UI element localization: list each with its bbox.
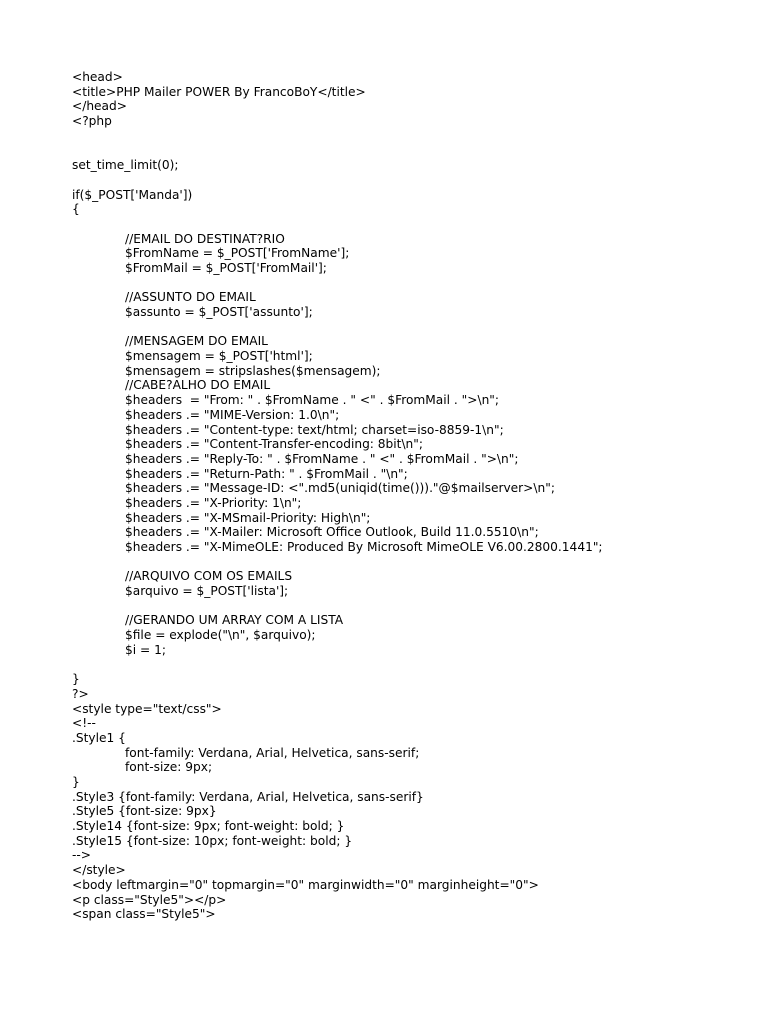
code-line: $arquivo = $_POST['lista'];: [125, 584, 289, 599]
code-line: {: [72, 202, 80, 217]
code-line: <span class="Style5">: [72, 907, 216, 922]
code-line: $headers .= "Content-type: text/html; charset=iso-8859-1\n";: [125, 422, 504, 437]
blank-line: [72, 217, 752, 232]
code-line: $headers .= "X-Mailer: Microsoft Office Outlook, Build 11.0.5510\n";: [125, 525, 539, 540]
blank-line: [72, 599, 752, 614]
code-line: </style>: [72, 863, 126, 878]
code-line: $FromName = $_POST['FromName'];: [125, 246, 350, 261]
code-line: if($_POST['Manda']): [72, 187, 193, 202]
code-listing: [72, 70, 752, 922]
blank-line: [72, 173, 752, 188]
code-line: $i = 1;: [125, 642, 166, 657]
code-line: .Style3 {font-family: Verdana, Arial, Helvetica, sans-serif}: [72, 789, 424, 804]
code-line: set_time_limit(0);: [72, 158, 179, 173]
blank-line: [72, 555, 752, 570]
code-line: $headers .= "X-Priority: 1\n";: [125, 495, 302, 510]
code-line: $headers .= "Message-ID: <".md5(uniqid(time()))."@$mailserver>\n";: [125, 481, 555, 496]
blank-line: [72, 143, 752, 158]
blank-line: [72, 658, 752, 673]
code-line: <title>PHP Mailer POWER By FrancoBoY</title>: [72, 84, 366, 99]
code-line: $file = explode("\n", $arquivo);: [125, 628, 316, 643]
code-line: <body leftmargin="0" topmargin="0" marginwidth="0" marginheight="0">: [72, 877, 539, 892]
code-line: }: [72, 775, 80, 789]
code-line: -->: [72, 848, 92, 863]
code-line: <head>: [72, 70, 123, 84]
code-line: }: [72, 672, 80, 687]
code-line: //MENSAGEM DO EMAIL: [125, 334, 268, 349]
code-line: .Style14 {font-size: 9px; font-weight: bold; }: [72, 819, 345, 834]
code-line: //ARQUIVO COM OS EMAILS: [125, 569, 293, 584]
code-line: $headers .= "X-MimeOLE: Produced By Microsoft MimeOLE V6.00.2800.1441";: [125, 540, 603, 554]
code-line: //EMAIL DO DESTINAT?RIO: [125, 231, 285, 246]
blank-line: [72, 129, 752, 144]
code-line: </head>: [72, 99, 127, 114]
code-line: $mensagem = $_POST['html'];: [125, 349, 313, 364]
code-line: <style type="text/css">: [72, 701, 222, 716]
code-line: $headers = "From: " . $FromName . " <" . $FromMail . ">\n";: [125, 393, 500, 408]
code-line: $FromMail = $_POST['FromMail'];: [125, 260, 327, 275]
code-line: $headers .= "Reply-To: " . $FromName . " <" . $FromMail . ">\n";: [125, 451, 519, 466]
code-line: <?php: [72, 114, 112, 129]
code-line: //ASSUNTO DO EMAIL: [125, 290, 256, 305]
code-line: //GERANDO UM ARRAY COM A LISTA: [125, 613, 344, 628]
code-line: <!--: [72, 716, 96, 731]
code-line: ?>: [72, 686, 89, 701]
code-line: font-size: 9px;: [125, 760, 213, 775]
code-line: $headers .= "MIME-Version: 1.0\n";: [125, 407, 340, 422]
blank-line: [72, 320, 752, 335]
code-line: .Style15 {font-size: 10px; font-weight: bold; }: [72, 833, 353, 848]
code-line: .Style1 {: [72, 730, 126, 745]
code-line: $mensagem = stripslashes($mensagem);: [125, 363, 381, 378]
code-line: $headers .= "Content-Transfer-encoding: 8bit\n";: [125, 437, 423, 452]
code-line: $headers .= "X-MSmail-Priority: High\n";: [125, 510, 371, 525]
code-line: .Style5 {font-size: 9px}: [72, 804, 217, 819]
code-line: $assunto = $_POST['assunto'];: [125, 305, 313, 319]
code-line: //CABE?ALHO DO EMAIL: [125, 378, 271, 393]
code-line: font-family: Verdana, Arial, Helvetica, sans-serif;: [125, 745, 420, 760]
blank-line: [72, 276, 752, 291]
code-line: <p class="Style5"></p>: [72, 892, 227, 907]
code-line: $headers .= "Return-Path: " . $FromMail . "\n";: [125, 466, 408, 481]
